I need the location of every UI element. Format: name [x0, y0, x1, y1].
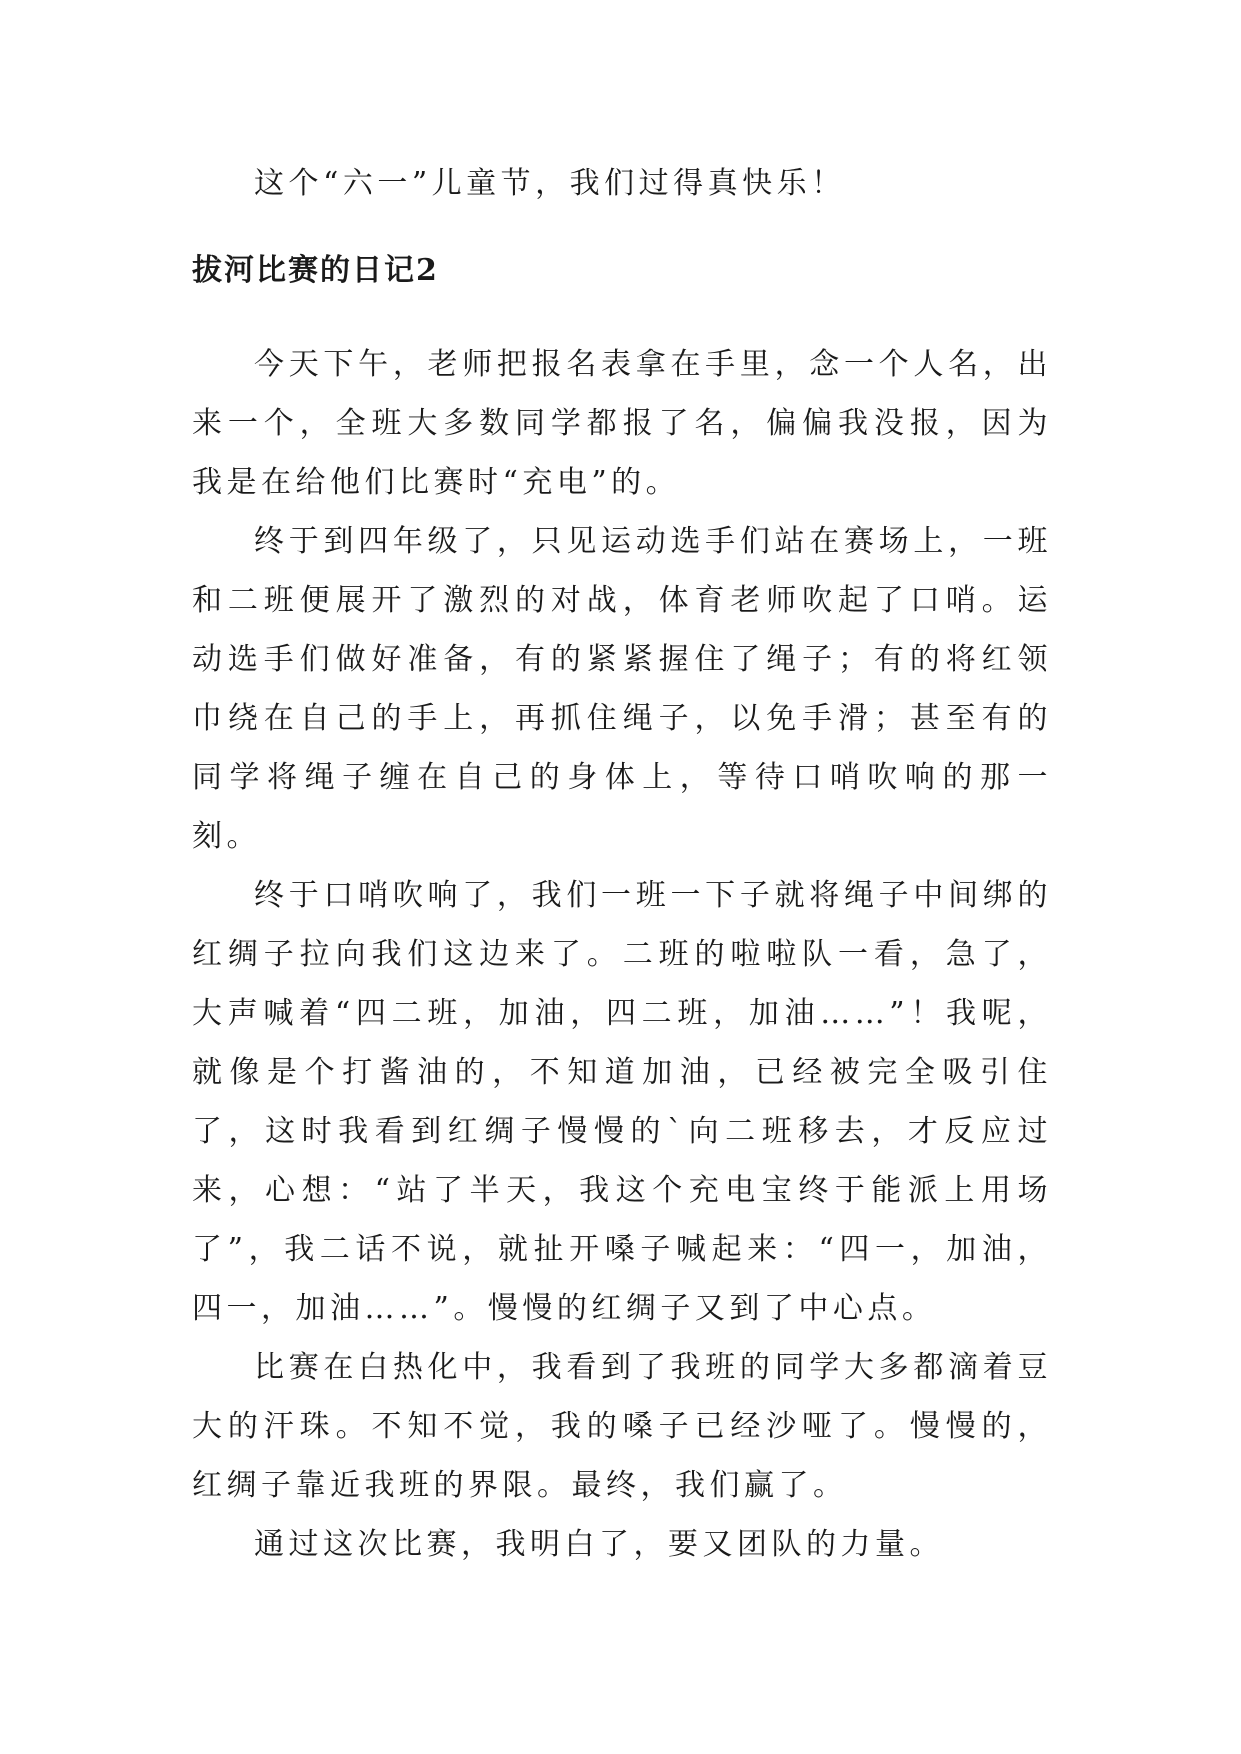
paragraph-3: 终于口哨吹响了，我们一班一下子就将绳子中间绑的红绸子拉向我们这边来了。二班的啦啦队一看，急了，大声喊着“四二班，加油，四二班，加油……”！我呢，就像是个打酱油的，不知道加油，已经被完全吸引住了，这时我看到红绸子慢慢的`向二班移去，才反应过来，心想：“站了半天，我这个充电宝终于能派上用场了”，我二话不说，就扯开嗓子喊起来：“四一，加油，四一，加油……”。慢慢的红绸子又到了中心点。	[192, 878, 1052, 1326]
paragraph-5: 通过这次比赛，我明白了，要又团队的力量。	[254, 1527, 944, 1562]
paragraph-2: 终于到四年级了，只见运动选手们站在赛场上，一班和二班便展开了激烈的对战，体育老师吹起了口哨。运动选手们做好准备，有的紧紧握住了绳子；有的将红领巾绕在自己的手上，再抓住绳子，以免手滑；甚至有的同学将绳子缠在自己的身体上，等待口哨吹响的那一刻。	[192, 524, 1052, 854]
diary-body	[192, 335, 1052, 1574]
intro-paragraph: 这个“六一”儿童节，我们过得真快乐！	[254, 166, 846, 201]
diary-title: 拔河比赛的日记2	[192, 253, 439, 288]
intro-section	[192, 154, 1052, 213]
paragraph-1: 今天下午，老师把报名表拿在手里，念一个人名，出来一个，全班大多数同学都报了名，偏偏我没报，因为我是在给他们比赛时“充电”的。	[192, 347, 1052, 500]
paragraph-4: 比赛在白热化中，我看到了我班的同学大多都滴着豆大的汗珠。不知不觉，我的嗓子已经沙哑了。慢慢的，红绸子靠近我班的界限。最终，我们赢了。	[192, 1350, 1052, 1503]
